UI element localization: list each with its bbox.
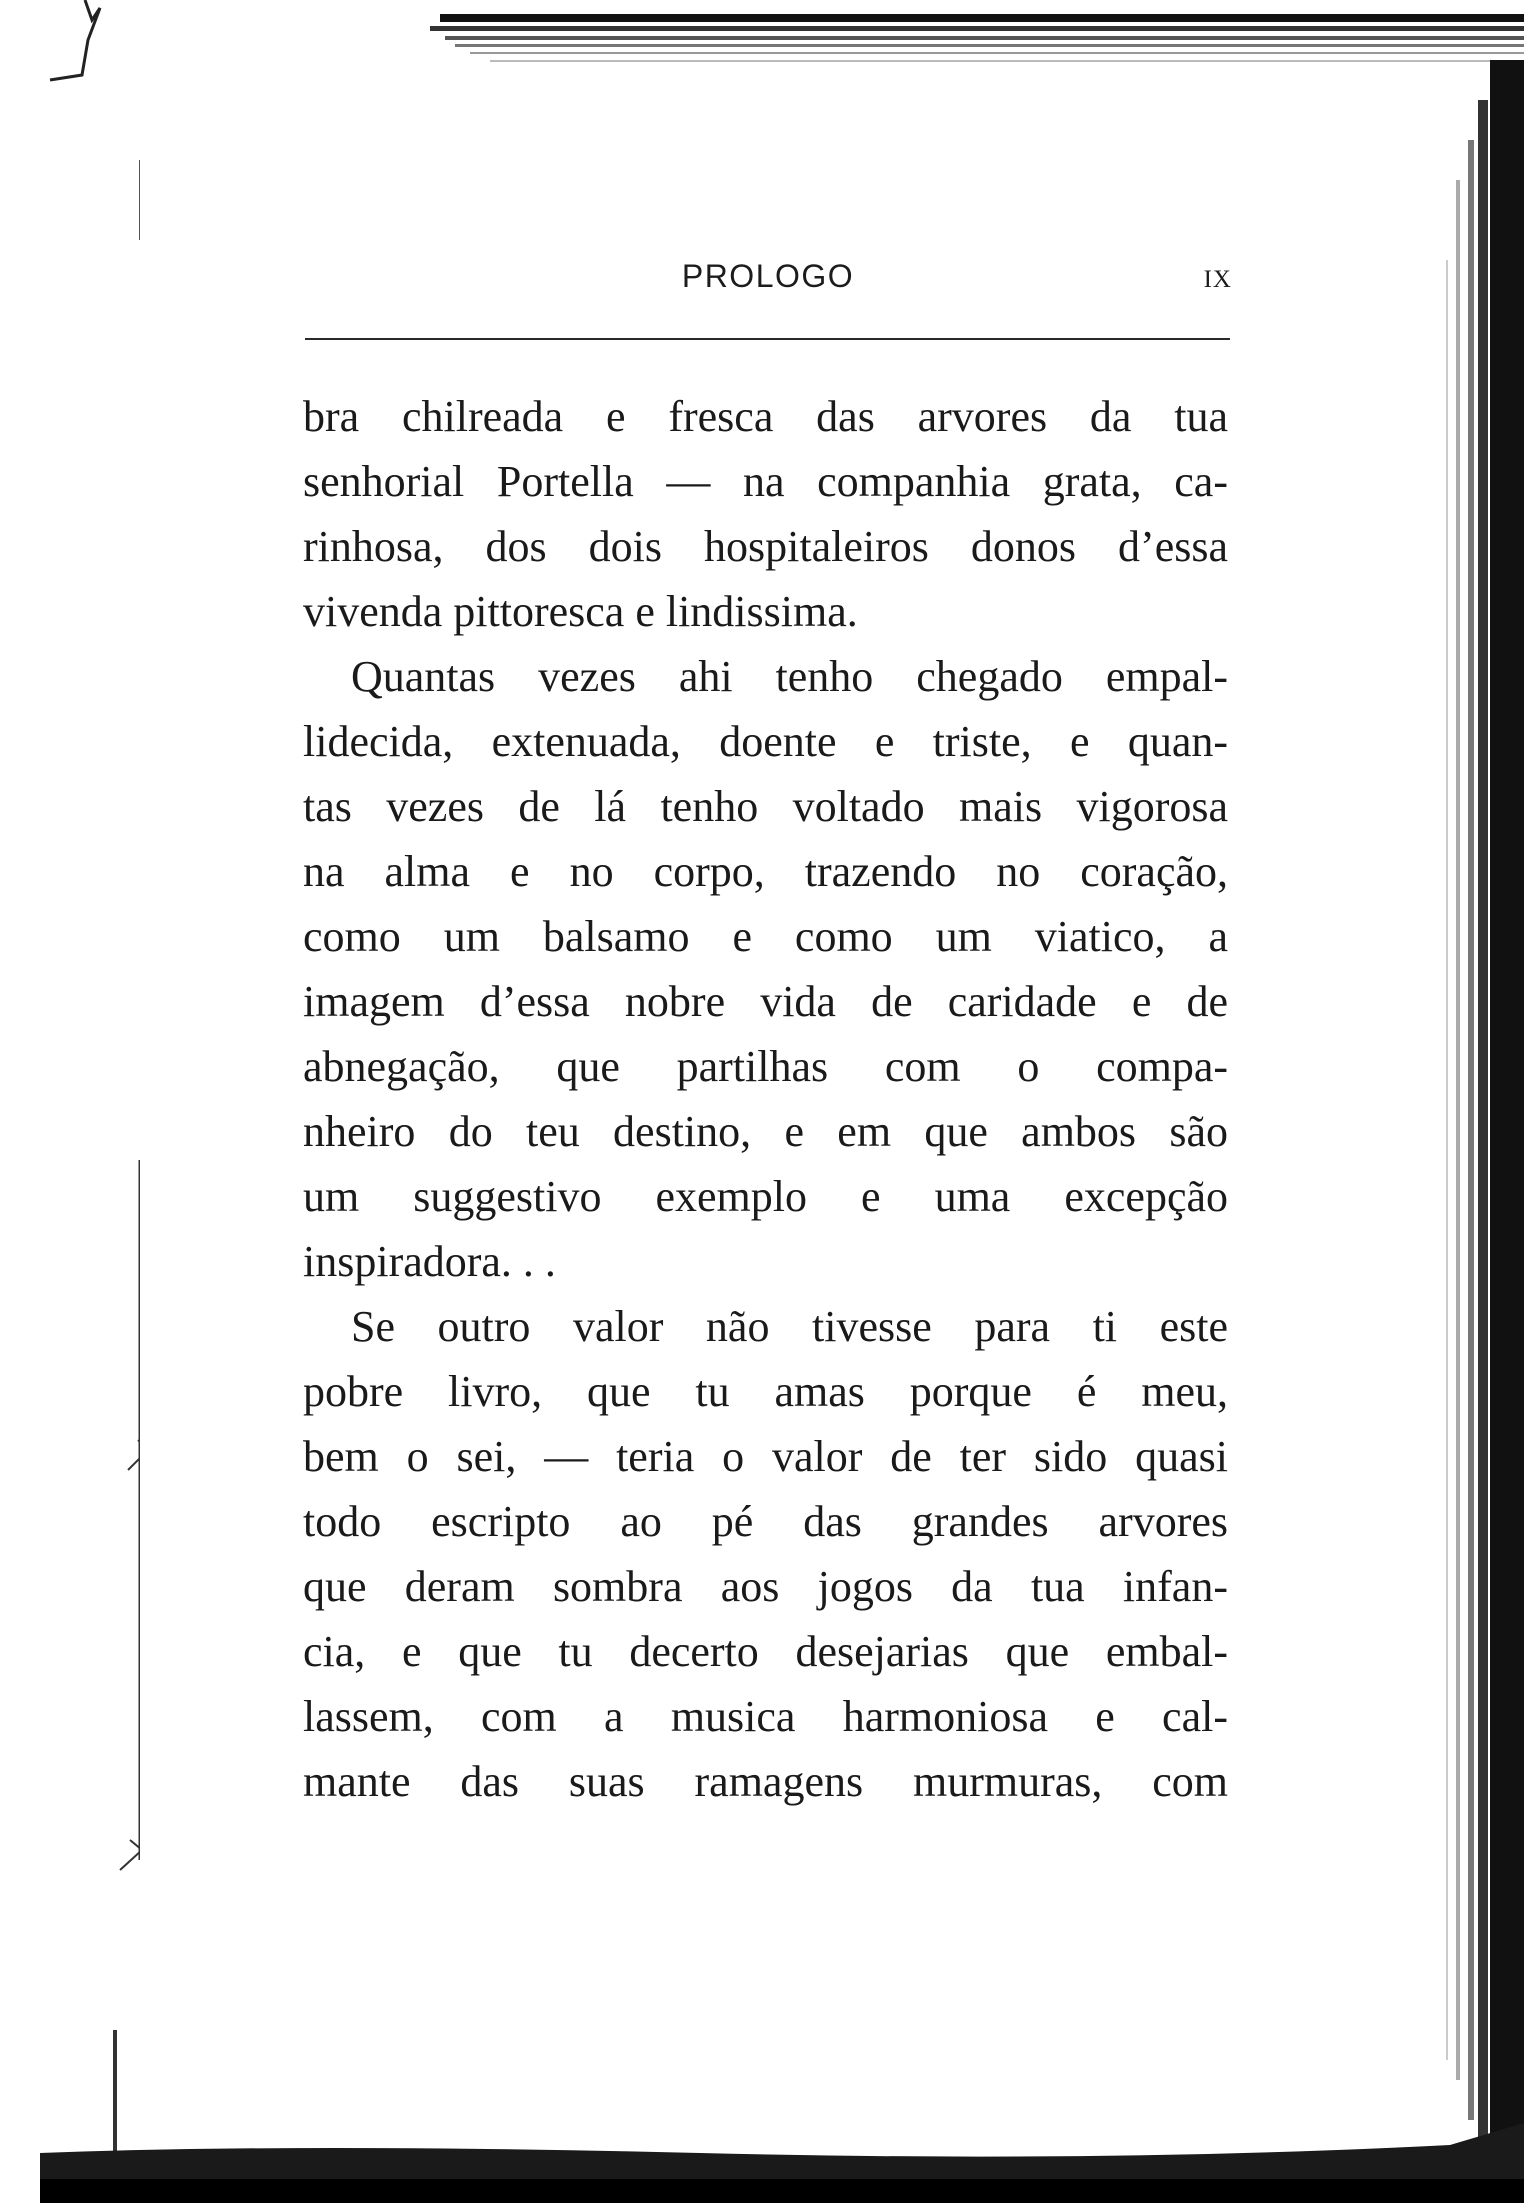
body-text bbox=[303, 384, 1228, 1814]
text-line: cia, e que tu decerto desejarias que embal- bbox=[303, 1627, 1228, 1676]
running-title: PROLOGO bbox=[681, 258, 855, 294]
text-line: senhorial Portella — na companhia grata, ca- bbox=[303, 457, 1228, 506]
text-line: lassem, com a musica harmoniosa e cal- bbox=[303, 1692, 1228, 1741]
text-line: mante das suas ramagens murmuras, com bbox=[303, 1757, 1228, 1806]
text-line: abnegação, que partilhas com o compa- bbox=[303, 1042, 1228, 1091]
text-line: como um balsamo e como um viatico, a bbox=[303, 912, 1228, 961]
scan-edge-right bbox=[1434, 60, 1524, 2160]
text-line: Quantas vezes ahi tenho chegado empal- bbox=[351, 652, 1228, 701]
text-line: todo escripto ao pé das grandes arvores bbox=[303, 1497, 1228, 1546]
scan-edge-left bbox=[30, 0, 140, 2203]
text-line: na alma e no corpo, trazendo no coração, bbox=[303, 847, 1228, 896]
text-line: imagem d’essa nobre vida de caridade e de bbox=[303, 977, 1228, 1026]
text-line: que deram sombra aos jogos da tua infan- bbox=[303, 1562, 1228, 1611]
text-line: tas vezes de lá tenho voltado mais vigorosa bbox=[303, 782, 1228, 831]
text-line: lidecida, extenuada, doente e triste, e quan- bbox=[303, 717, 1228, 766]
running-header bbox=[302, 258, 1234, 308]
text-line: Se outro valor não tivesse para ti este bbox=[351, 1302, 1228, 1351]
text-line: um suggestivo exemplo e uma excepção bbox=[303, 1172, 1228, 1221]
text-line: pobre livro, que tu amas porque é meu, bbox=[303, 1367, 1228, 1416]
text-line: bem o sei, — teria o valor de ter sido quasi bbox=[303, 1432, 1228, 1481]
scan-edge-bottom bbox=[0, 2083, 1524, 2203]
scan-edge-top bbox=[430, 10, 1524, 72]
text-line: bra chilreada e fresca das arvores da tua bbox=[303, 392, 1228, 441]
text-line: nheiro do teu destino, e em que ambos são bbox=[303, 1107, 1228, 1156]
text-line: vivenda pittoresca e lindissima. bbox=[303, 587, 858, 636]
text-line: rinhosa, dos dois hospitaleiros donos d’essa bbox=[303, 522, 1228, 571]
header-rule bbox=[305, 338, 1230, 340]
page-number: IX bbox=[1203, 266, 1232, 293]
text-line: inspiradora. . . bbox=[303, 1237, 556, 1286]
